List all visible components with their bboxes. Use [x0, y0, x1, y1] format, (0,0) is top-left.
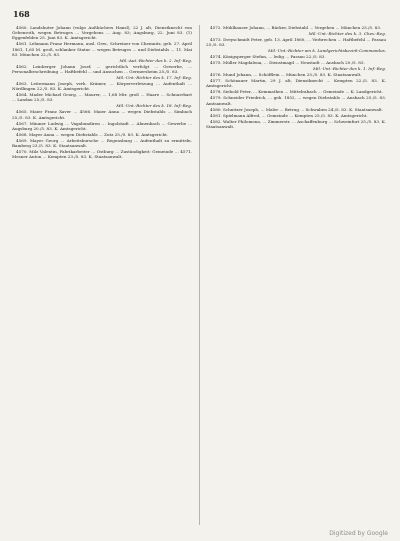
warrant-entry: 4573. Dreyschmidt Peter, geb. 13. April 1860, ... Verbrechen ... Haftbefehl ... Passau 25./5. 83. — [206, 37, 386, 48]
issuing-authority: Mil.-Aut.-Richter des k. 2. Inf.-Reg. — [119, 57, 192, 63]
warrant-entry: 4576. Mund Johann, ... Schöfflein ... München 25./5. 83. K. Staatsanwalt. — [210, 72, 362, 78]
warrant-entry: 4580. Schnitzer Joseph, ... Maler ... Betrug ... Schwaben 24./5. 83. K. Staatsanwalt. — [210, 106, 384, 112]
page-number: 168 — [13, 9, 30, 19]
issuing-authority: Mil.-Unt.-Richter des k. 1. Inf.-Reg. — [312, 66, 386, 72]
warrant-entry: 4564. Mader Michael Georg, ... Maurer, ... 1,68 Mtr. groß ... Haare ... Schnurrbart ... Landau 25./5. 83. — [12, 92, 192, 103]
warrant-entry: 4579. Schneider Friedrich, ... geb. 1852, ... wegen Diebstahls ... Ansbach 25./5. 83. Amtsanwalt. — [206, 95, 386, 106]
text-columns — [12, 25, 386, 525]
issuing-authority: Mil.-Unt.-Richter des k. 18. Inf.-Reg. — [116, 103, 192, 109]
issuing-authority: Mil.-Unt.-Richter am k. Landgerichtsbezirk-Commandos. — [268, 48, 386, 54]
warrant-entry: 4563. Leitermann Joseph, verh. Krämer, ... Körperverletzung ... Aufenthalt ... Nördlingen 22./5. 83. K. Amtsgericht. — [12, 81, 192, 92]
warrant-entry: 4560. Landshuter Johann (vulgo Außhüchers Hansl), 22 J. alt, Dienstknecht von Gebenroth, wegen Betruges ... Vergehens ... Aug. 83; Augsburg, 22. Juni 83. (1) Eggenfelden 25. Juni 83. K. Amtsgericht. — [12, 25, 192, 41]
warrant-entry: 4568. Mayer Anna ... wegen Diebstahls ... Zutz 25./5. 83. K. Amtsgericht. — [16, 131, 169, 137]
warrant-entry: 4581. Spielmann Alfred, ... Gemeinde ... Kempten 25./5. 83. K. Amtsgericht. — [210, 112, 368, 118]
warrant-entry: 4578. Siebold Peter, ... Kemmathen ... Mittelrabach ... Gemeinde ... K. Landgericht. — [210, 89, 383, 95]
issuing-authority: Mil.-Unt.-Richter des k. 17. Inf.-Reg. — [116, 75, 192, 81]
warrant-entry: 4567. Mäuner Ludwig ... Vagabundiren ... Ingolstadt ... Ahnenbach ... Gewerbe ... Augsburg 20./5. 83. K. Amtsgericht. — [12, 120, 192, 131]
left-column — [12, 25, 192, 525]
digitization-watermark: Digitized by Google — [329, 530, 388, 537]
warrant-entry: 4570. Milz Valentin, Fabrikarbeiter ... Ostburg ... Zuständigkeit: Gemeinde ... 4571. Mesner Anton ... Kempten 23./5. 83. K. Staatsanwalt. — [12, 149, 192, 160]
column-divider — [199, 25, 200, 525]
warrant-entry: 4569. Mayer Georg ... Arbeitsbursche ... Regensburg ... Aufenthalt zu ermitteln. Bamberg 23./5. 83. K. Staatsanwalt. — [12, 137, 192, 149]
right-column — [206, 25, 386, 525]
warrant-entry: 4574. Königsperger Stefan, ... ledig ... Passau 22./5. 83. — [210, 54, 326, 60]
warrant-entry: 4562. Leinberger Johann Josef, ... gerichtlich verfolgt ... Gewerbe, ... Personalbeschreibung ... Haftbefehl ... und Ansuchen ... Germersheim 25./5. 83. — [12, 63, 192, 75]
warrant-entry: 4565. Maier Franz Xaver ... 4566. Maier Anna ... wegen Diebstahls ... Simbach 25./5. 83. K. Amtsgericht. — [12, 109, 192, 120]
warrant-entry: 4575. Müller Magdalena, ... Dienstmagd ... Neustadt ... Ansbach 20./5. 83. — [210, 60, 365, 66]
warrant-entry: 4582. Walter Philomena, ... Zimmerstr. ... Aschaffenburg ... Schweinfurt 25./5. 83. K. Staatsanwalt. — [206, 118, 386, 129]
issuing-authority: Mil.-Unt.-Richter des k. 3. Chev.-Reg. — [308, 31, 386, 36]
warrant-entry: 4572. Mühlhauser Johann, ... Bäcker, Diebstahl ... Vergehen ... München 25./5. 83. — [210, 25, 382, 30]
warrant-entry: 4561. Lehmann Franz Hermann, ausl. Gew., Schreiner von Chemnitz, geb. 27. April 1861, 1,65 M. groß, schlanker Statur ... wegen Betruges ... und Diebstahls ... 11. Mai 83. München 22./5. 83. — [12, 41, 192, 57]
warrant-entry: 4577. Schönauer Martin, 29 J. alt, Dienstknecht ... Kempten 22./5. 83. K. Amtsgericht. — [206, 78, 386, 89]
